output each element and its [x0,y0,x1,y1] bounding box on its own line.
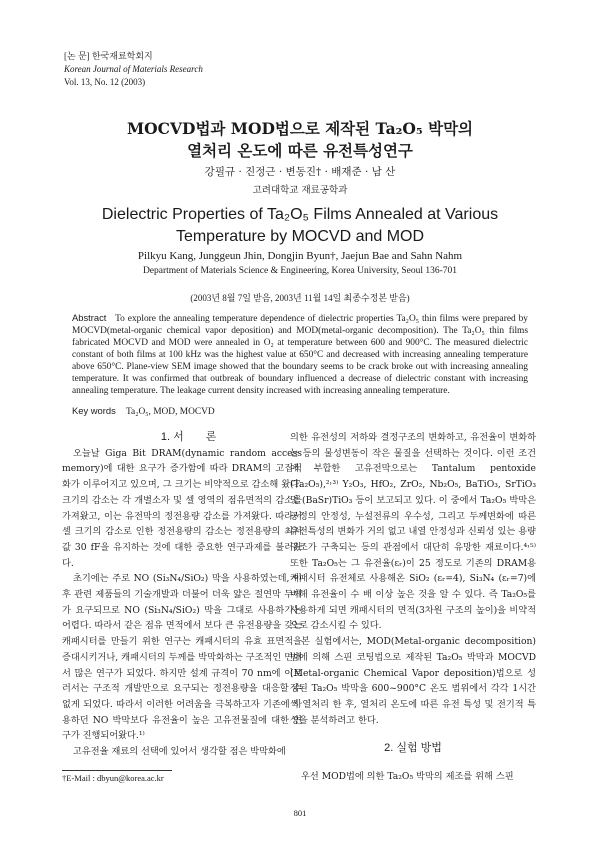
paragraph: 본 실험에서는, MOD(Metal-organic decomposition)법에 의해 스핀 코팅법으로 제작된 Ta₂O₅ 박막과 MOCVD (Metal-organic Chemical Vapor deposition)법으로 성장된 Ta₂O₅ 박막을 600~900°C 온도 범위에서 각각 1시간씩 열처리 한 후, 열처리 온도에 따른 유전 특성 및 전기적 특성을 분석하려고 한다. [290,636,536,726]
paragraph: 오늘날 Giga Bit DRAM(dynamic random access memory)에 대한 요구가 증가함에 따라 DRAM의 고집적화가 이루어지고 있으며, 그 크기는 비약적으로 감소해 왔다. 크기의 감소는 각 개별소자 및 셀 영역의 점유면적의 감소를 가져왔고, 이는 유전막의 정전용량 감소를 가져왔다. 따라서 셀 크기의 감소로 인한 정전용량의 감소는 정전용량의 최저값 30 fF을 유지하는 것에 대한 중요한 연구과제를 불러왔다. [62,447,302,569]
paragraph: 의한 유전성의 저하와 결정구조의 변화하고, 유전율이 변화하는 등의 물성변동이 작은 물질을 선택하는 것이다. 이런 조건에 부합한 고유전막으로는 Tantalum pentoxide (Ta₂O₅),²˒³⁾ Y₂O₃, HfO₂, ZrO₂, Nb₂O₅, BaTiO₃, SrTiO₃ 및 (BaSr)TiO₃ 등이 보고되고 있다. 이 중에서 Ta₂O₅ 박막은 공정의 안정성, 누설전류의 우수성, 그리고 두께변화에 따른 유전특성의 변화가 거의 없고 내열 안정성과 신뢰성 있는 용량구조가 구축되는 등의 관점에서 대단히 유망한 재료이다.⁴˒⁵⁾ 또한 Ta₂O₅는 그 유전율(εᵣ)이 25 정도로 기존의 DRAM용 캐패시터 유전체로 사용해온 SiO₂ (εᵣ=4), Si₃N₄ (εᵣ=7)에 비해 유전율이 수 배 이상 높은 것을 알 수 있다. 즉 Ta₂O₅를 사용하게 되면 캐패시터의 면적(3차원 구조의 높이)을 비약적으로 감소시킬 수 있다. [290,432,536,632]
paragraph: 고유전율 재료의 선택에 있어서 생각할 점은 박막화에 [73,746,286,758]
page-number: 801 [293,808,307,818]
footnote-divider [62,770,172,771]
title-korean-line2: 열처리 온도에 따른 유전특성연구 [187,141,413,160]
received-dates: (2003년 8월 7일 받음, 2003년 11월 14일 최종수정본 받음) [190,293,410,303]
journal-volume: Vol. 13, No. 12 (2003) [64,77,146,87]
title-korean [0,118,600,162]
section-1-heading: 1. 서 론 [160,431,217,443]
right-column [290,430,536,728]
authors-english: Pilkyu Kang, Junggeun Jhin, Dongjin Byun†, Jaejun Bae and Sahn Nahm [137,250,463,262]
authors-korean: 강필규 · 진정근 · 변동진† · 배재준 · 남 산 [204,166,396,178]
title-korean-line1: MOCVD법과 MOD법으로 제작된 Ta₂O₅ 박막의 [126,119,474,138]
affiliation-korean: 고려대학교 재료공학과 [252,185,348,196]
keywords-label: Key words [72,405,116,416]
abstract-label: Abstract [72,312,107,323]
abstract-text: To explore the annealing temperature dependence of dielectric properties Ta₂O₅ thin films were prepared by MOCVD(metal-organic chemical vapor deposition) and MOD(metal-organic decomposition). The Ta₂O₅ thin films fabricated MOCVD and MOD were annealed in O₂ at temperature between 600 and 900°C. The measured dielectric constant of both films at 100 kHz was the highest value at 650°C and decreased with increasing annealing temperature above 650°C. Plane-view SEM image showed that the boundary seems to be crack broke out with increasing annealing temperature. It was confirmed that outbreak of boundary influenced a decrease of dielectric constant with increasing annealing temperature. The leakage current density increased with increasing annealing temperature. [72,314,528,396]
left-column [62,430,302,760]
journal-name-ko: [논 문] 한국재료학회지 [64,51,153,61]
paragraph: 초기에는 주로 NO (Si₃N₄/SiO₂) 막을 사용하였는데, 이후 관련 제품들의 기술개발과 더불어 더욱 얇은 절연막 두께가 요구되므로 NO (Si₃N₄/SiO₂) 막을 그대로 사용하기는 어렵다. 따라서 같은 점유 면적에서 보다 큰 유전용량을 갖는 캐패시터를 만들기 위한 연구는 캐패시터의 유효 표면적을 증대시키거나, 캐패시터의 두께를 박막화하는 구조적인 면에서 많은 연구가 되었다. 하지만 설계 규격이 70 nm에 이르러서는 구조적 개발만으로 요구되는 정전용량을 대응할 수 없게 되었다. 따라서 이러한 어려움을 극복하고자 기존에 사용하던 NO 박막보다 유전율이 높은 고유전물질에 대한 연구가 진행되어왔다.¹⁾ [62,573,302,742]
journal-header [64,50,203,89]
keywords [72,405,215,417]
title-english-line2: Temperature by MOCVD and MOD [175,228,425,245]
paragraph: 우선 MOD법에 의한 Ta₂O₅ 박막의 제조를 위해 스핀 [301,771,514,782]
affiliation-english: Department of Materials Science & Engineering, Korea University, Seoul 136-701 [142,266,458,276]
journal-name-en: Korean Journal of Materials Research [64,64,203,74]
title-english [0,204,600,248]
keywords-list: Ta₂O₅, MOD, MOCVD [125,407,215,417]
footnote-email: †E-Mail : dbyun@korea.ac.kr [62,773,164,783]
section-2-heading: 2. 실험 방법 [384,742,442,754]
abstract [72,312,528,397]
title-english-line1: Dielectric Properties of Ta₂O₅ Films Annealed at Various [101,206,499,223]
